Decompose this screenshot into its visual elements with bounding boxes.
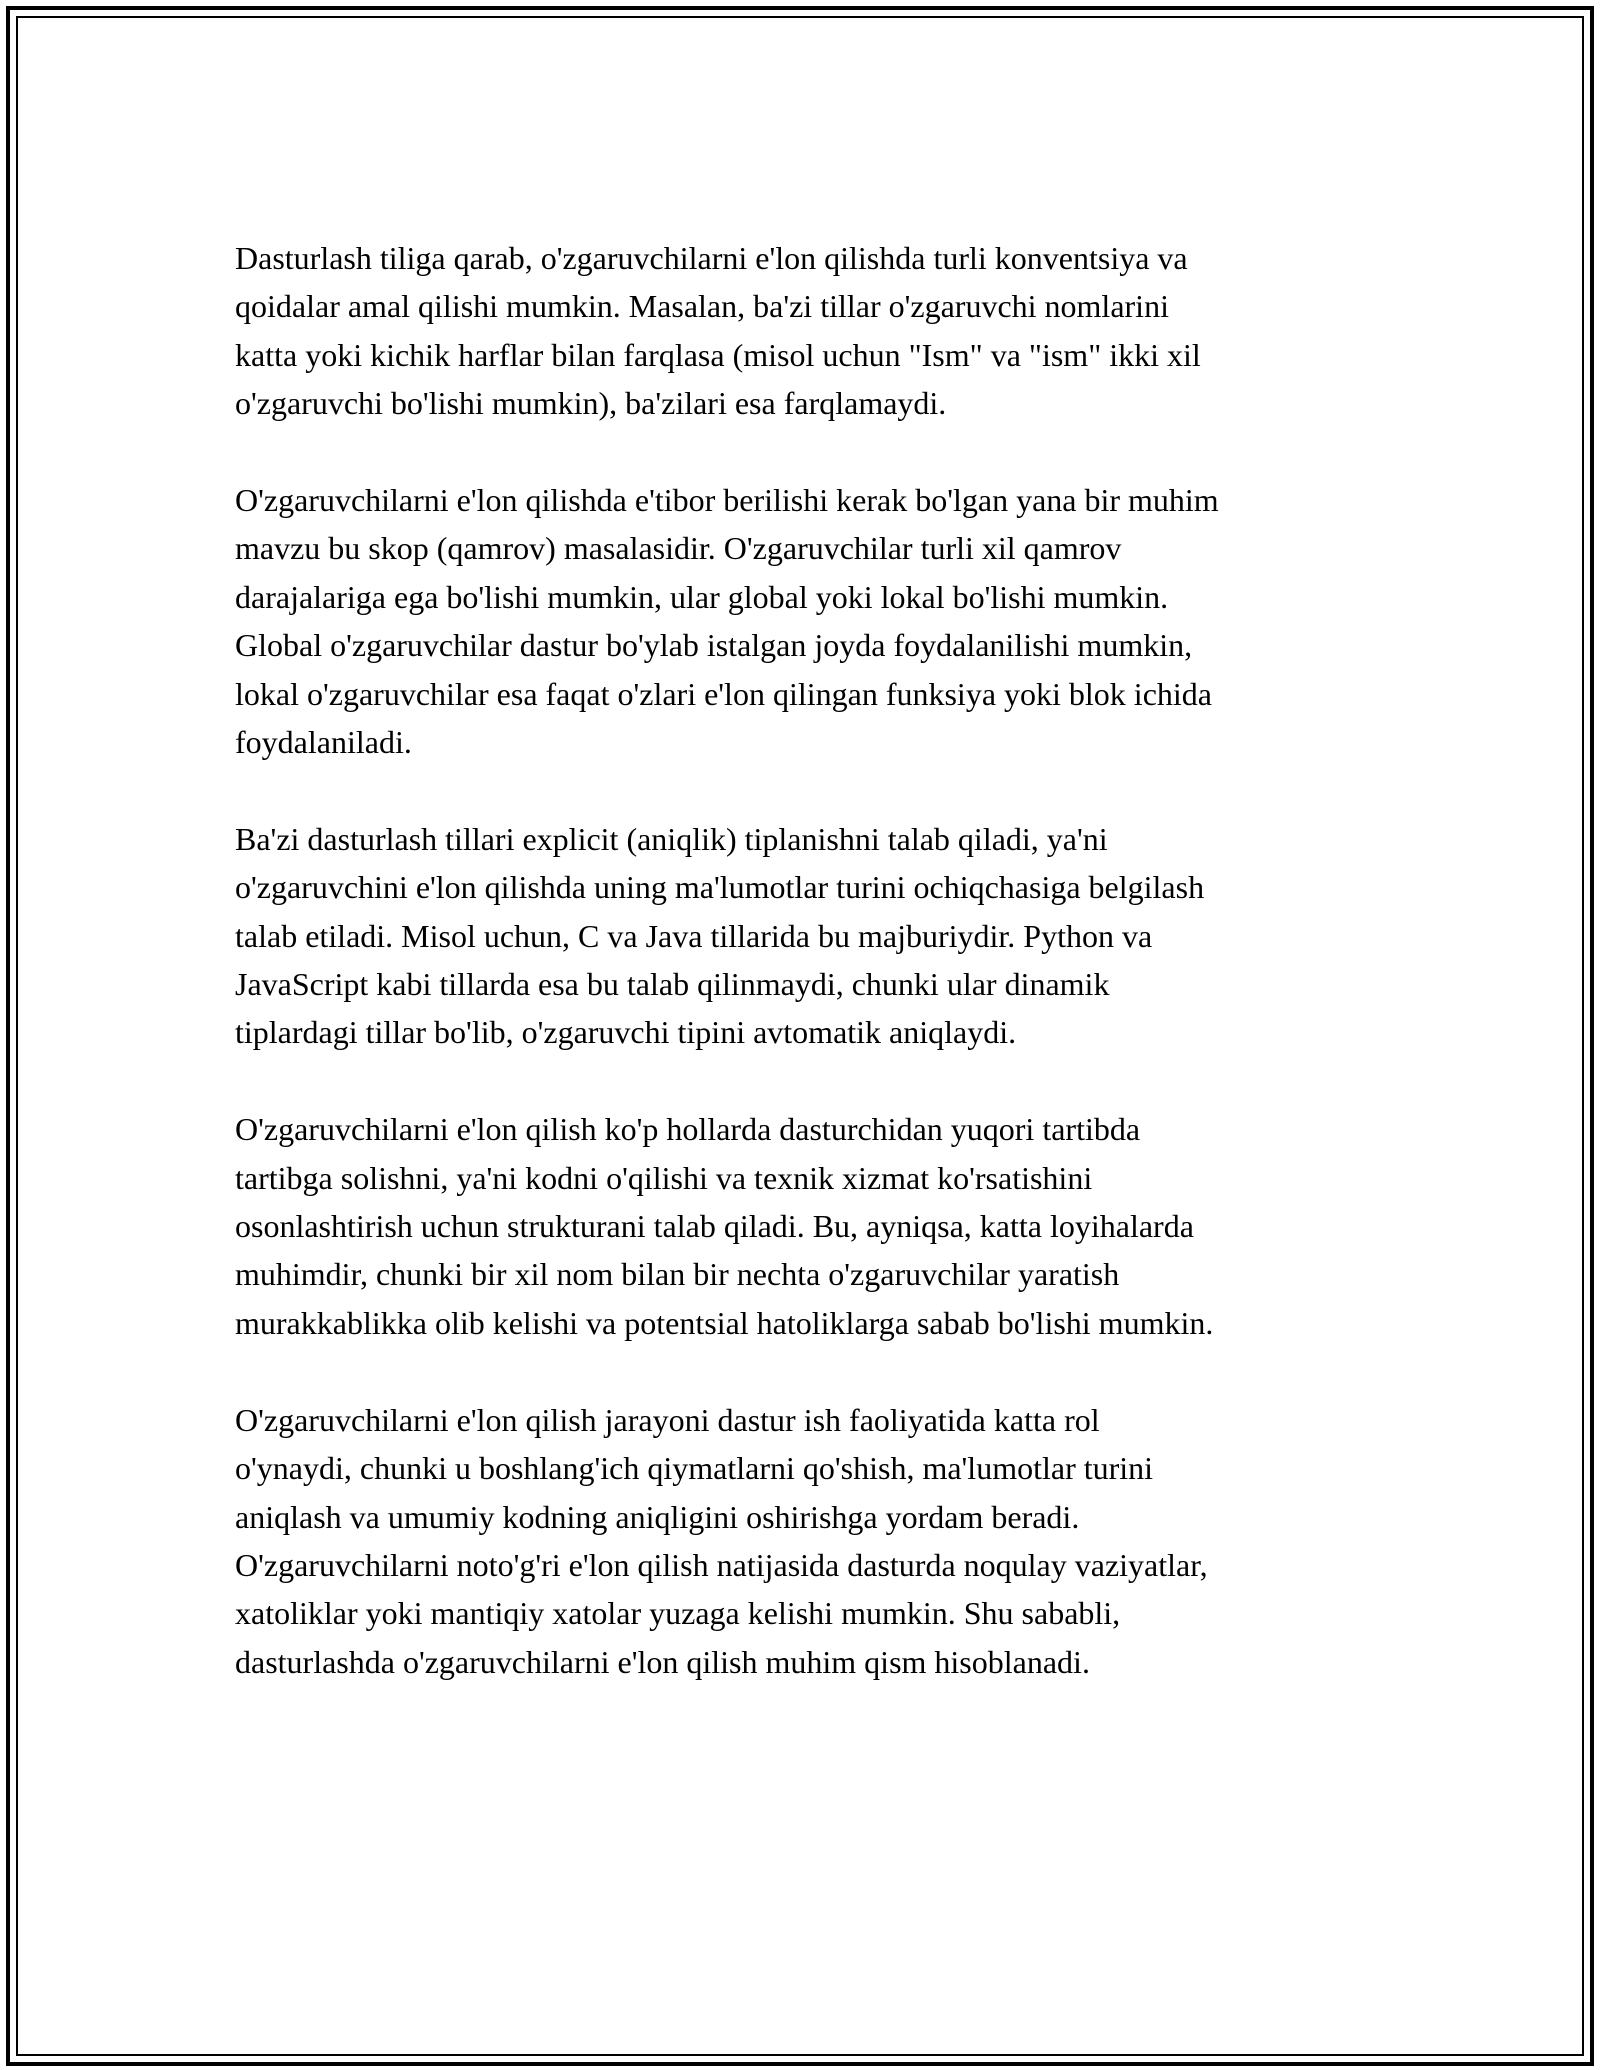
paragraph-3: Ba'zi dasturlash tillari explicit (aniqlik) tiplanishni talab qiladi, ya'ni o'zgaruvchini e'lon qilishda uning ma'lumotlar turini ochiqchasiga belgilash talab etiladi. Misol uchun, C va Java tillarida bu majburiydir. Python va JavaScript kabi tillarda esa bu talab qilinmaydi, chunki ular dinamik tiplardagi tillar bo'lib, o'zgaruvchi tipini avtomatik aniqlaydi. bbox=[235, 820, 1205, 1051]
paragraph-5: O'zgaruvchilarni e'lon qilish jarayoni dastur ish faoliyatida katta rol o'ynaydi, chunki u boshlang'ich qiymatlarni qo'shish, ma'lumotlar turini aniqlash va umumiy kodning aniqligini oshirishga yordam beradi. O'zgaruvchilarni noto'g'ri e'lon qilish natijasida dasturda noqulay vaziyatlar, xatoliklar yoki mantiqiy xatolar yuzaga kelishi mumkin. Shu sababli, dasturlashda o'zgaruvchilarni e'lon qilish muhim qism hisoblanadi. bbox=[235, 1401, 1208, 1680]
document-body bbox=[235, 234, 1375, 1686]
paragraph-2: O'zgaruvchilarni e'lon qilishda e'tibor berilishi kerak bo'lgan yana bir muhim mavzu bu skop (qamrov) masalasidir. O'zgaruvchilar turli xil qamrov darajalariga ega bo'lishi mumkin, ular global yoki lokal bo'lishi mumkin. Global o'zgaruvchilar dastur bo'ylab istalgan joyda foydalanilishi mumkin, lokal o'zgaruvchilar esa faqat o'zlari e'lon qilingan funksiya yoki blok ichida foydalaniladi. bbox=[235, 482, 1219, 761]
paragraph-1: Dasturlash tiliga qarab, o'zgaruvchilarni e'lon qilishda turli konventsiya va qoidalar amal qilishi mumkin. Masalan, ba'zi tillar o'zgaruvchi nomlarini katta yoki kichik harflar bilan farqlasa (misol uchun "Ism" va "ism" ikki xil o'zgaruvchi bo'lishi mumkin), ba'zilari esa farqlamaydi. bbox=[235, 240, 1201, 422]
paragraph-4: O'zgaruvchilarni e'lon qilish ko'p hollarda dasturchidan yuqori tartibda tartibga solishni, ya'ni kodni o'qilishi va texnik xizmat ko'rsatishini osonlashtirish uchun strukturani talab qiladi. Bu, ayniqsa, katta loyihalarda muhimdir, chunki bir xil nom bilan bir nechta o'zgaruvchilar yaratish murakkablikka olib kelishi va potentsial hatoliklarga sabab bo'lishi mumkin. bbox=[235, 1111, 1214, 1341]
